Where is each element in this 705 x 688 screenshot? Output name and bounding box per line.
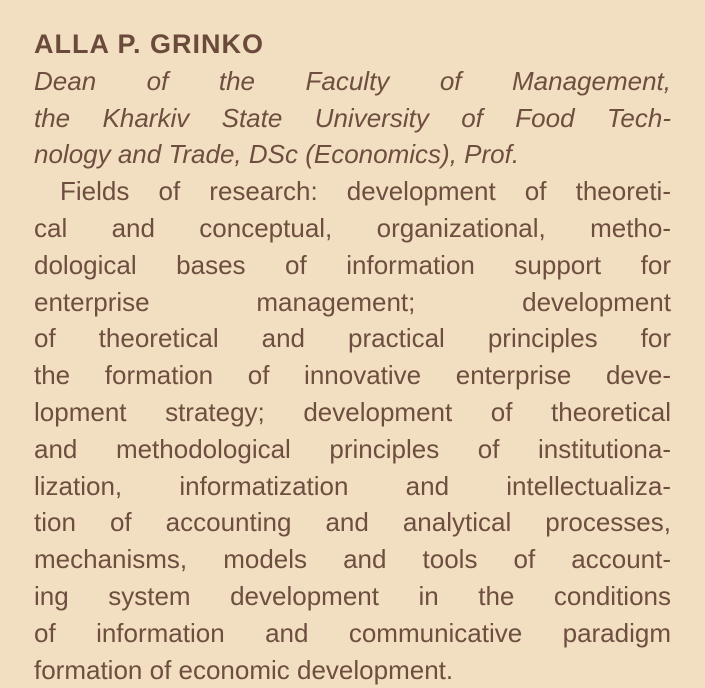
research-line: and methodological principles of institutiona- — [34, 433, 671, 464]
position-line: nology and Trade, DSc (Economics), Prof. — [34, 139, 520, 170]
research-line: lopment strategy; development of theoretical — [34, 396, 671, 427]
research-line: of information and communicative paradigm — [34, 617, 671, 648]
research-line: tion of accounting and analytical processes, — [34, 507, 671, 538]
research-fields — [34, 173, 671, 688]
author-position — [34, 63, 671, 173]
research-line: enterprise management; development — [34, 286, 671, 317]
research-line: cal and conceptual, organizational, metho- — [34, 212, 671, 243]
research-line: of theoretical and practical principles for — [34, 323, 671, 354]
research-line: lization, informatization and intellectualiza- — [34, 470, 671, 501]
position-line: Dean of the Faculty of Management, — [34, 65, 671, 96]
research-line: mechanisms, models and tools of account- — [34, 544, 671, 575]
research-line: Fields of research: development of theoreti- — [60, 176, 671, 207]
research-line: ing system development in the conditions — [34, 580, 671, 611]
author-name: ALLA P. GRINKO — [34, 29, 265, 59]
research-line: dological bases of information support for — [34, 249, 671, 280]
position-line: the Kharkiv State University of Food Tech- — [34, 102, 671, 133]
research-line: the formation of innovative enterprise deve- — [34, 360, 671, 391]
research-line: formation of economic development. — [34, 654, 454, 685]
